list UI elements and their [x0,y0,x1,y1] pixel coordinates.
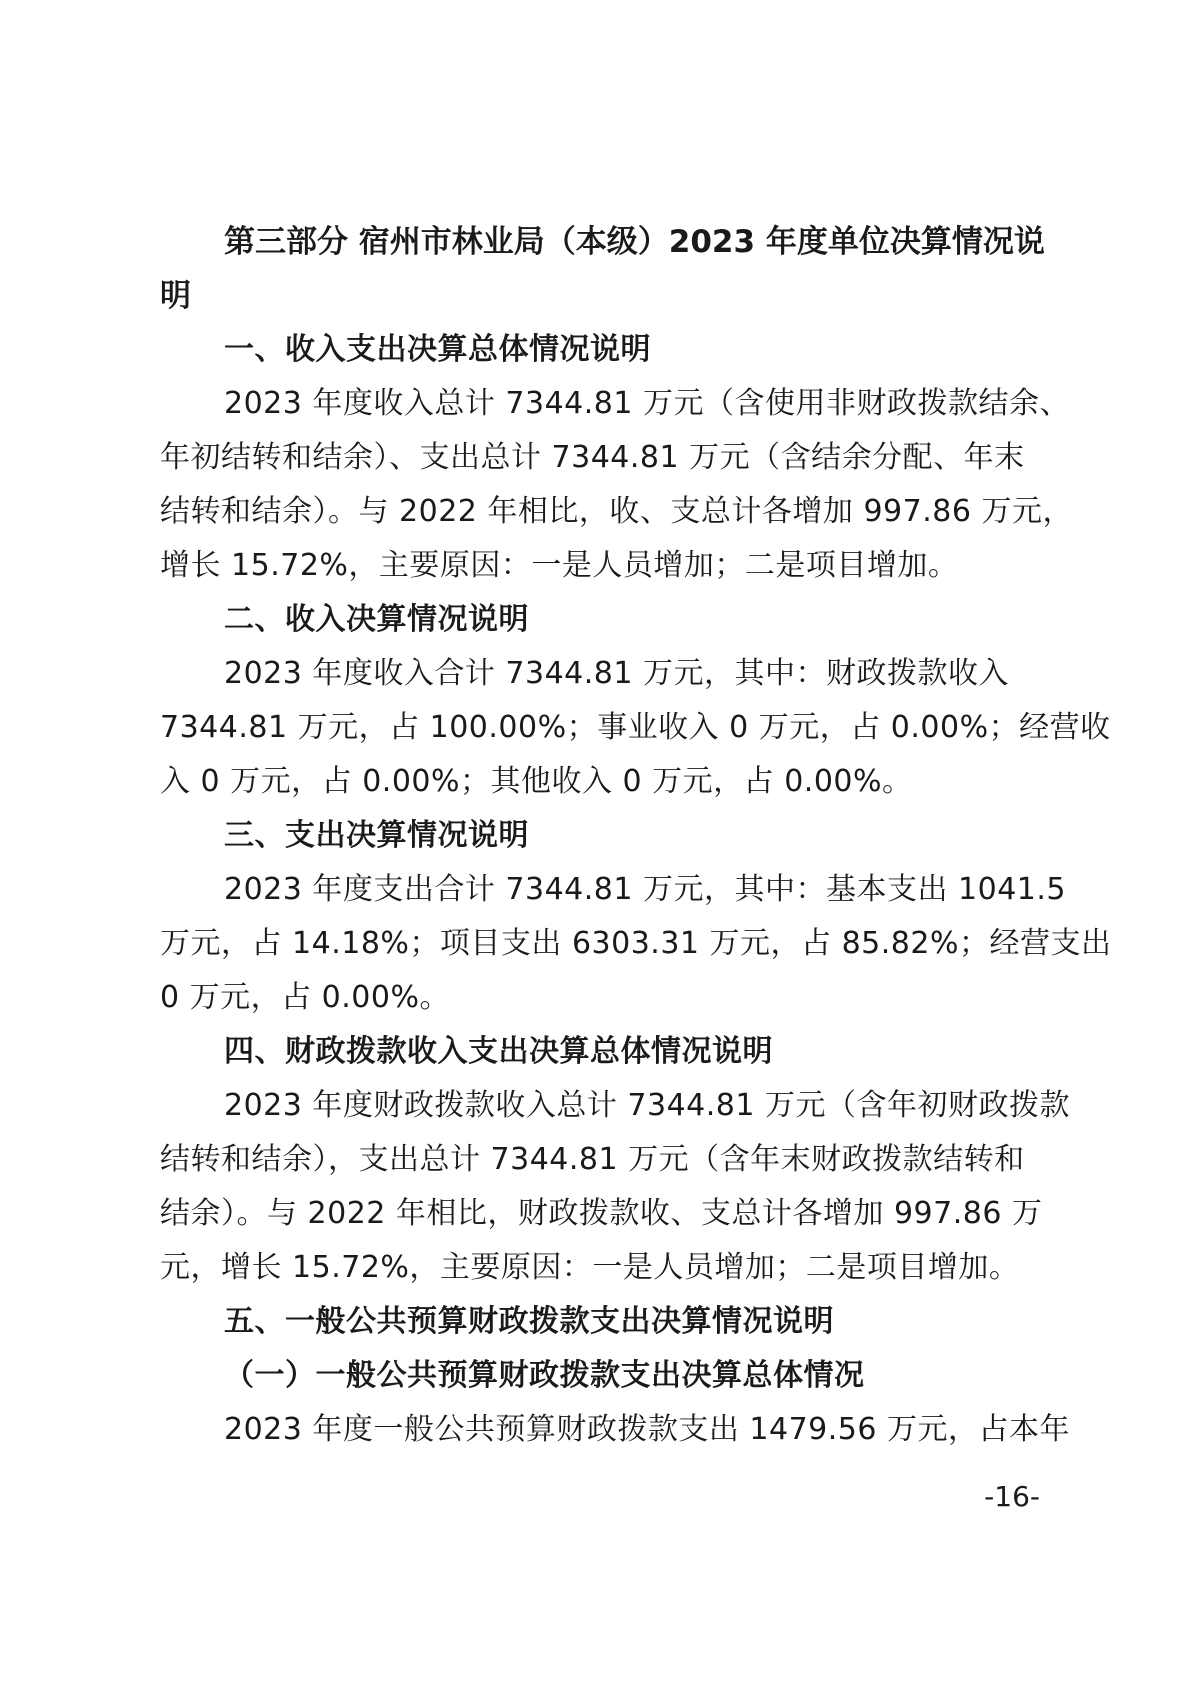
section-heading-3: 三、支出决算情况说明 [224,818,529,853]
section-heading-1: 一、收入支出决算总体情况说明 [224,332,651,367]
section-heading-2: 二、收入决算情况说明 [224,602,529,637]
paragraph-line: 2023 年度财政拨款收入总计 7344.81 万元（含年初财政拨款 [224,1088,1071,1123]
paragraph-line: 2023 年度一般公共预算财政拨款支出 1479.56 万元，占本年 [224,1412,1071,1447]
paragraph-line: 年初结转和结余）、支出总计 7344.81 万元（含结余分配、年末 [160,440,1025,475]
subsection-heading-5-1: （一）一般公共预算财政拨款支出决算总体情况 [224,1358,865,1393]
paragraph-line: 元，增长 15.72%，主要原因：一是人员增加；二是项目增加。 [160,1250,1020,1285]
section-heading-4: 四、财政拨款收入支出决算总体情况说明 [224,1034,773,1069]
document-title: 第三部分 宿州市林业局（本级）2023 年度单位决算情况说 [224,224,1045,260]
paragraph-line: 2023 年度支出合计 7344.81 万元，其中：基本支出 1041.5 [224,872,1067,907]
document-title-continuation: 明 [160,278,191,314]
paragraph-line: 2023 年度收入总计 7344.81 万元（含使用非财政拨款结余、 [224,386,1071,421]
document-page [160,215,1112,1457]
paragraph-line: 结转和结余）。与 2022 年相比，收、支总计各增加 997.86 万元， [160,494,1073,529]
page-number: -16- [984,1480,1040,1513]
paragraph-line: 结转和结余），支出总计 7344.81 万元（含年末财政拨款结转和 [160,1142,1025,1177]
section-heading-5: 五、一般公共预算财政拨款支出决算情况说明 [224,1304,834,1339]
paragraph-line: 结余）。与 2022 年相比，财政拨款收、支总计各增加 997.86 万 [160,1196,1043,1231]
paragraph-line: 0 万元，占 0.00%。 [160,980,450,1015]
paragraph-line: 入 0 万元，占 0.00%；其他收入 0 万元，占 0.00%。 [160,764,913,799]
paragraph-line: 2023 年度收入合计 7344.81 万元，其中：财政拨款收入 [224,656,1010,691]
paragraph-line: 增长 15.72%，主要原因：一是人员增加；二是项目增加。 [160,548,959,583]
paragraph-line: 7344.81 万元，占 100.00%；事业收入 0 万元，占 0.00%；经营收 [160,710,1111,745]
paragraph-line: 万元，占 14.18%；项目支出 6303.31 万元，占 85.82%；经营支出 [160,926,1112,961]
